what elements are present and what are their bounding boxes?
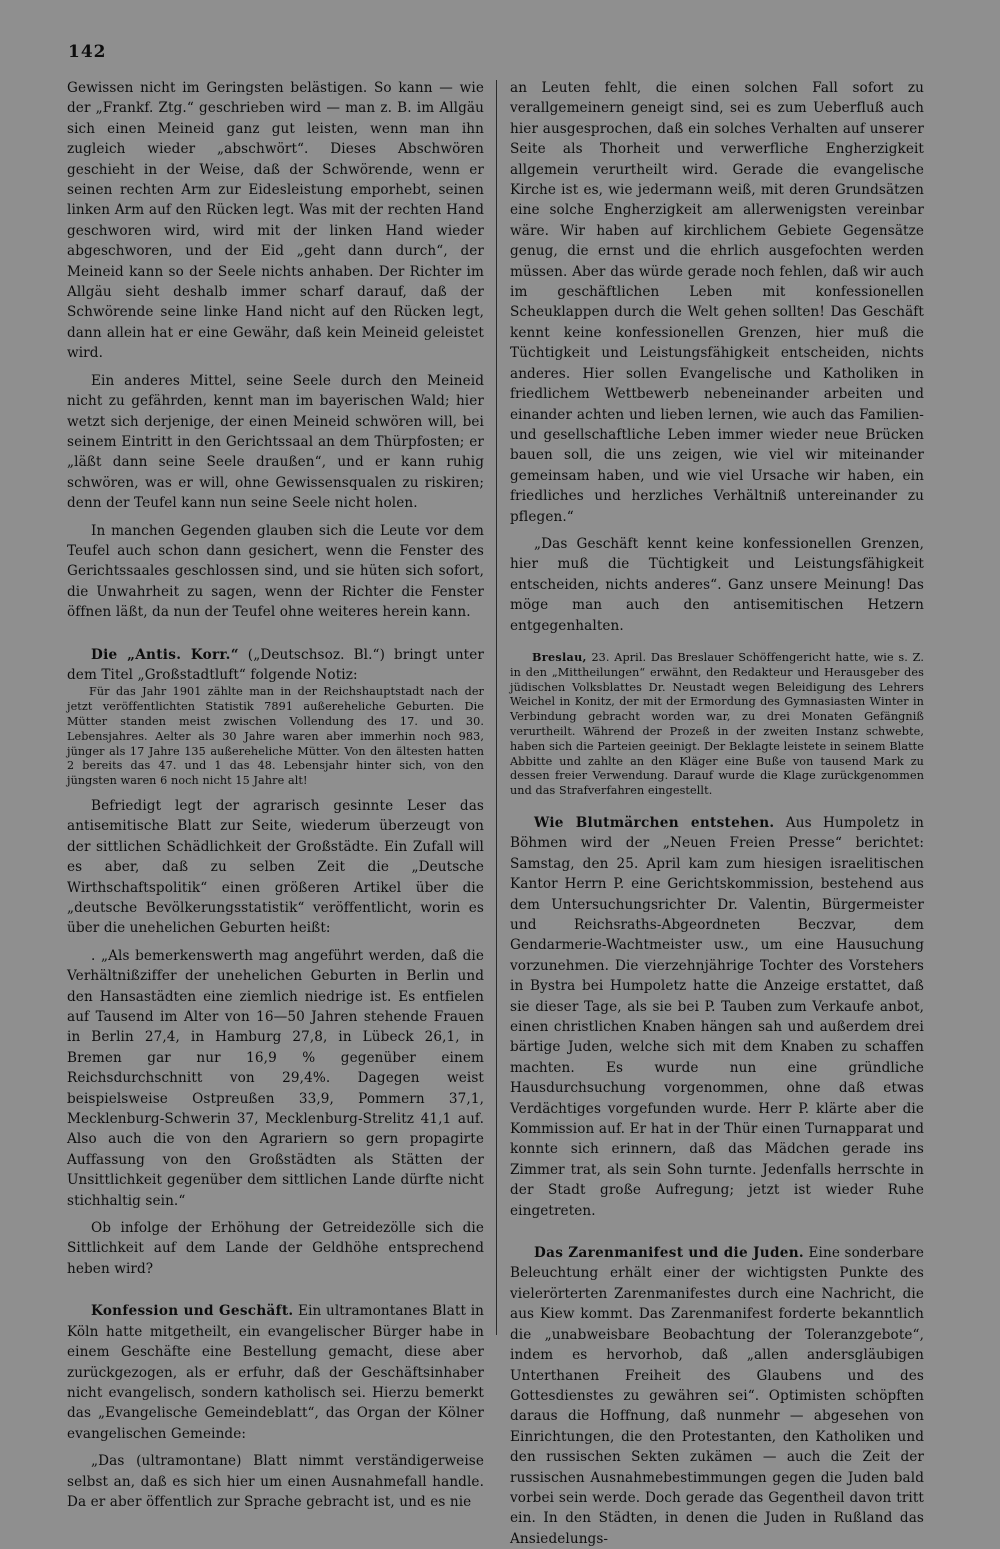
paragraph-getreidezoelle: Ob infolge der Erhöhung der Getreidezölle sich die Sittlichkeit auf dem Lande der Geldhöhe entsprechend heben wird?	[67, 1220, 484, 1277]
left-column	[67, 78, 484, 1512]
paragraph-bayerischer-wald: Ein anderes Mittel, seine Seele durch den Meineid nicht zu gefährden, kennt man im bayerischen Wald; hier wetzt sich derjenige, der einen Meineid schwören will, bei seinem Eintritt in den Gerichtssaal an dem Thürpfosten; er „läßt dann seine Seele draußen“, und er kann ruhig schwören, was er will, ohne Gewissensqualen zu riskiren; denn der Teufel kann nun seine Seele nicht holen.	[67, 372, 484, 512]
article-heading: Das Zarenmanifest und die Juden.	[534, 1245, 804, 1262]
article-text: Ein ultramontanes Blatt in Köln hatte mitgetheilt, ein evangelischer Bürger habe in einem Geschäfte eine Bestellung gemacht, diese aber zurückgezogen, als er erfuhr, daß der Geschäftsinhaber nicht evangelisch, sondern katholisch sei. Hierzu bemerkt das „Evangelische Gemeindeblatt“, das Organ der Kölner evangelischen Gemeinde:	[67, 1303, 484, 1442]
quote-wirthschaftspolitik: . „Als bemerkenswerth mag angeführt werden, daß die Verhältnißziffer der unehelichen Geburten in Berlin und den Hansastädten eine ziemlich niedrige ist. Es entfielen auf Tausend im Alter von 16—50 Jahren stehende Frauen in Berlin 27,4, in Hamburg 27,8, in Lübeck 26,1, in Bremen gar nur 16,9 % gegenüber einem Reichsdurchschnitt von 29,4%. Dagegen weist beispielsweise Ostpreußen 33,9, Pommern 37,1, Mecklenburg-Schwerin 37, Mecklenburg-Strelitz 41,1 auf. Also auch die von den Agrariern so gern propagirte Auffassung von den Großstädten als Stätten der Unsittlichkeit gegenüber dem sittlichen Lande dürfte nicht stichhaltig sein.“	[67, 947, 484, 1209]
article-breslau	[510, 650, 924, 799]
article-blutmaerchen	[510, 813, 924, 1221]
article-heading: Konfession und Geschäft.	[91, 1303, 294, 1320]
article-heading: Die „Antis. Korr.“	[91, 646, 239, 663]
quote-ultramontane: „Das (ultramontane) Blatt nimmt verständigerweise selbst an, daß es sich hier um einen Ausnahmefall handle. Da er aber öffentlich zur Sprache gebracht ist, und es nie	[67, 1453, 484, 1510]
article-text: 23. April. Das Breslauer Schöffengericht hatte, wie s. Z. in den „Mittheilungen“ erwähnt, den Redakteur und Herausgeber des jüdischen Volksblattes Dr. Neustadt wegen Beleidigung des Lehrers Weichel in Konitz, der mit der Ermordung des Gymnasiasten Winter in Verbindung gebracht worden war, zu drei Monaten Gefängniß verurtheilt. Während der Prozeß in der zweiten Instanz schwebte, haben sich die Parteien geeinigt. Der Beklagte leistete in seinem Blatte Abbitte und zahlte an den Kläger eine Buße von tausend Mark zu dessen freier Verwendung. Darauf wurde die Klage zurückgenommen und das Strafverfahren eingestellt.	[510, 650, 924, 798]
quote-grossstadtluft: Für das Jahr 1901 zählte man in der Reichshauptstadt nach der jetzt veröffentlichten Statistik 7891 außereheliche Geburten. Die Mütter standen meist zwischen Vollendung des 17. und 30. Lebensjahres. Aelter als 30 Jahre waren aber immerhin noch 983, jünger als 17 Jahre 135 außereheliche Mütter. Von den ältesten hatten 2 bereits das 47. und 1 das 48. Lebensjahr hinter sich, von den jüngsten waren 6 noch nicht 15 Jahre alt!	[67, 685, 484, 788]
article-text: („Deutschsoz. Bl.“) bringt unter dem Titel „Großstadtluft“ folgende Notiz:	[67, 646, 484, 683]
article-heading: Wie Blutmärchen entstehen.	[534, 814, 775, 831]
article-heading: Breslau,	[532, 649, 587, 664]
column-divider	[496, 80, 497, 1335]
paragraph-allgaeu: Gewissen nicht im Geringsten belästigen. So kann — wie der „Frankf. Ztg.“ geschrieben wird — man z. B. im Allgäu sich einen Meineid ganz gut leisten, wenn man ihn zugleich wieder „abschwört“. Dieses Abschwören geschieht in der Weise, daß der Schwörende, wenn er seinen rechten Arm zur Eidesleistung emporhebt, seinen linken Arm auf den Rücken legt. Was mit der rechten Hand geschworen wird, wird mit der linken Hand wieder abgeschworen, und der Eid „geht dann durch“, der Meineid kann so der Seele nichts anhaben. Der Richter im Allgäu sieht deshalb immer scharf darauf, daß der Schwörende seine linke Hand nicht auf den Rücken legt, dann allein hat er eine Gewähr, daß kein Meineid geleistet wird.	[67, 80, 484, 362]
article-text: Aus Humpoletz in Böhmen wird der „Neuen Freien Presse“ berichtet: Samstag, den 25. April kam zum hiesigen israelitischen Kantor Herrn P. eine Gerichtskommission, bestehend aus dem Untersuchungsrichter Dr. Valentin, Bürgermeister und Reichsraths-Abgeordneten Beczvar, dem Gendarmerie-Wachtmeister usw., um eine Hausuchung vorzunehmen. Die vierzehnjährige Tochter des Vorstehers in Bystra bei Humpoletz hatte die Anzeige erstattet, daß sie dieser Tage, als sie bei P. Tauben zum Verkaufe anbot, einen christlichen Knaben hängen sah und außerdem drei bärtige Juden, welche sich mit dem Knaben zu schaffen machten. Es wurde nun eine gründliche Hausdurchsuchung vorgenommen, ohne daß etwas Verdächtiges vorgefunden wurde. Herr P. klärte aber die Kommission auf. Er hat in der Thür einen Turnapparat und konnte sich erinnern, daß das Mädchen gerade ins Zimmer trat, als sein Sohn turnte. Jedenfalls herrschte in der Stadt große Aufregung; jetzt ist wieder Ruhe eingetreten.	[510, 814, 924, 1219]
page-number: 142	[68, 42, 107, 62]
article-konfession	[67, 1301, 484, 1444]
article-zarenmanifest	[510, 1243, 924, 1549]
paragraph-befriedigt: Befriedigt legt der agrarisch gesinnte Leser das antisemitische Blatt zur Seite, wiederum überzeugt von der sittlichen Schädlichkeit der Großstädte. Ein Zufall will es aber, daß zu selben Zeit die „Deutsche Wirthschaftspolitik“ einen größeren Artikel über die „deutsche Bevölkerungsstatistik“ veröffentlicht, worin es über die unehelichen Geburten heißt:	[67, 797, 484, 937]
article-antis-korr	[67, 645, 484, 686]
paragraph-geschaeft-grenzen: „Das Geschäft kennt keine konfessionellen Grenzen, hier muß die Tüchtigkeit und Leistungsfähigkeit entscheiden, nichts anderes“. Ganz unsere Meinung! Das möge man auch den antisemitischen Hetzern entgegenhalten.	[510, 535, 924, 634]
paragraph-evangelisch-quote: an Leuten fehlt, die einen solchen Fall sofort zu verallgemeinern geneigt sind, sei es zum Ueberfluß auch hier ausgesprochen, daß ein solches Verhalten auf unserer Seite als Thorheit und verwerfliche Engherzigkeit allgemein verurtheilt wird. Gerade die evangelische Kirche ist es, wie jedermann weiß, mit deren Grundsätzen eine solche Engherzigkeit am allerwenigsten vereinbar wäre. Wir haben auf kirchlichem Gebiete Gegensätze genug, die ernst und die ehrlich ausgefochten werden müssen. Aber das würde gerade noch fehlen, daß wir auch im geschäftlichen Leben mit konfessionellen Scheuklappen durch die Welt gehen sollten! Das Geschäft kennt keine konfessionellen Grenzen, hier muß die Tüchtigkeit und Leistungsfähigkeit entscheiden, nichts anderes. Hier sollen Evangelische und Katholiken in friedlichem Wettbewerb nebeneinander arbeiten und einander achten und lieben lernen, wie auch das Familien- und gesellschaftliche Leben immer wieder neue Brücken bauen soll, die uns zeigen, wie viel wir miteinander gemeinsam haben, und wie viel Ursache wir haben, ein friedliches und herzliches Verhältniß untereinander zu pflegen.“	[510, 80, 924, 525]
article-text: Eine sonderbare Beleuchtung erhält einer der wichtigsten Punkte des vielerörterten Zarenmanifestes durch eine Nachricht, die aus Kiew kommt. Das Zarenmanifest forderte bekanntlich die „unabweisbare Beobachtung der Toleranzgebote“, indem es hervorhob, daß „allen andersgläubigen Unterthanen Freiheit des Glaubens und des Gottesdienstes zu gewähren sei“. Optimisten schöpften daraus die Hoffnung, daß nunmehr — abgesehen von Einrichtungen, die den Protestanten, den Katholiken und den russischen Sekten zukämen — auch die Zeit der russischen Ausnahmebestimmungen gegen die Juden bald vorbei sein werde. Doch gerade das Gegentheil davon tritt ein. In den Städten, in denen die Juden in Rußland das Ansiedelungs-	[510, 1245, 924, 1547]
right-column	[510, 78, 924, 1549]
paragraph-teufel: In manchen Gegenden glauben sich die Leute vor dem Teufel auch schon dann gesichert, wenn die Fenster des Gerichtssaales geschlossen sind, und sie hüten sich sofort, die Unwahrheit zu sagen, wenn der Richter die Fenster öffnen läßt, da nun der Teufel ohne weiteres herein kann.	[67, 522, 484, 621]
